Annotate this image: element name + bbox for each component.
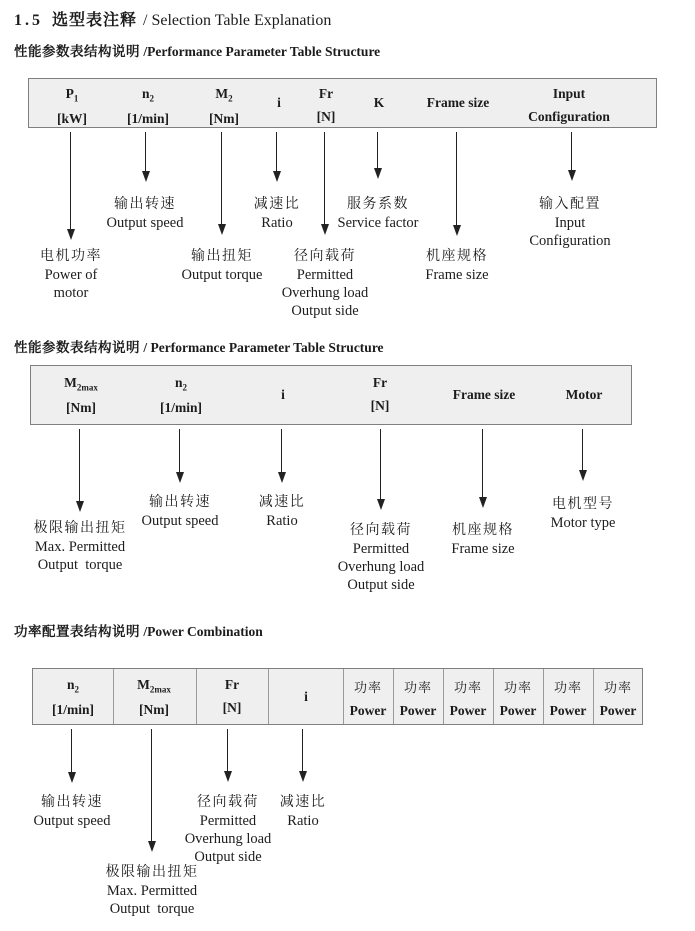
section3-heading-en: /Power Combination (143, 624, 263, 639)
callout-zh: 机座规格 (452, 523, 514, 538)
th-n2 (127, 86, 169, 127)
arrowhead-icon (579, 470, 587, 481)
callout-en: Ratio (287, 813, 319, 829)
th-i-symbol: i (304, 688, 308, 704)
th-k-symbol: K (373, 95, 385, 110)
callout-frame-size (451, 522, 514, 558)
arrowhead-icon (142, 171, 150, 182)
th-fr (223, 677, 242, 716)
arrow-m2 (217, 132, 226, 235)
callout-zh: 减速比 (258, 495, 306, 510)
th-i-symbol: i (281, 387, 285, 402)
th-power-zh: 功率 (453, 680, 483, 695)
column-divider (443, 669, 444, 724)
th-frame-size-label: Frame size (426, 95, 490, 110)
section2-heading-zh: 性能参数表结构说明 (14, 340, 140, 355)
callout-en: Overhung load (184, 831, 272, 847)
column-divider (393, 669, 394, 724)
callout-en: Output speed (106, 215, 184, 231)
callout-overhung-load (185, 794, 272, 866)
th-power-4 (500, 677, 537, 719)
callout-max-torque (34, 520, 127, 574)
arrowhead-icon (479, 497, 487, 508)
th-power-6 (600, 677, 637, 719)
callout-max-torque (106, 864, 199, 918)
callout-zh: 减速比 (253, 197, 301, 212)
th-n2 (52, 677, 94, 718)
th-power-zh: 功率 (403, 680, 433, 695)
th-fr-symbol: Fr (224, 677, 240, 692)
th-i (277, 95, 281, 111)
th-power-en: Power (549, 703, 587, 718)
section3-heading (14, 620, 263, 640)
section1-heading (14, 40, 380, 60)
callout-zh: 径向载荷 (293, 249, 356, 264)
th-motor-label: Motor (565, 387, 603, 402)
th-power-2 (400, 677, 437, 719)
callout-en: Input (554, 215, 586, 231)
callout-en: Output speed (33, 813, 111, 829)
callout-power-of-motor (40, 248, 102, 302)
callout-en: Frame size (425, 267, 489, 283)
callout-en: Output torque (109, 901, 195, 917)
callout-en: Overhung load (337, 559, 425, 575)
th-n2-symbol: n (141, 86, 150, 101)
performance-table-1 (28, 78, 657, 128)
callout-zh: 径向载荷 (196, 795, 259, 810)
callout-en: Motor type (550, 515, 616, 531)
th-power-en: Power (449, 703, 487, 718)
th-m2max-unit: [Nm] (66, 399, 96, 415)
section3-heading-zh: 功率配置表结构说明 (14, 624, 140, 639)
arrow-frame-size (478, 429, 487, 508)
th-m2-subscript: 2 (228, 93, 233, 104)
callout-zh: 输入配置 (538, 197, 601, 212)
callout-zh: 电机型号 (552, 497, 614, 512)
arrow-input-config (567, 132, 576, 181)
callout-frame-size (425, 248, 488, 284)
th-fr-unit: [N] (370, 398, 390, 413)
callout-en: Max. Permitted (34, 539, 126, 555)
arrow-k (373, 132, 382, 179)
arrow-m2max (147, 729, 156, 852)
th-input-config (528, 86, 610, 125)
th-power-en: Power (499, 703, 537, 718)
arrow-motor (578, 429, 587, 481)
callout-zh: 径向载荷 (349, 523, 412, 538)
arrowhead-icon (374, 168, 382, 179)
th-n2-unit: [1/min] (160, 399, 202, 415)
callout-en: Permitted (296, 267, 354, 283)
th-i-symbol: i (277, 95, 281, 110)
callout-ratio (259, 494, 306, 530)
callout-zh: 减速比 (279, 795, 327, 810)
th-k (374, 95, 385, 111)
callout-zh: 机座规格 (426, 249, 488, 264)
th-m2max-subscript: 2max (149, 684, 171, 695)
arrowhead-icon (453, 225, 461, 236)
callout-en: motor (53, 285, 89, 301)
th-p1-subscript: 1 (73, 93, 79, 104)
section1-heading-en: /Performance Parameter Table Structure (143, 44, 381, 59)
arrow-m2max (75, 429, 84, 512)
arrow-frame-size (452, 132, 461, 236)
arrow-n2 (67, 729, 76, 783)
th-fr-unit: [N] (222, 700, 242, 715)
callout-en: Output torque (37, 557, 123, 573)
callout-en: Permitted (352, 541, 410, 557)
th-p1 (57, 86, 87, 127)
callout-zh: 极限输出扭矩 (33, 521, 127, 536)
callout-en: Output side (194, 849, 262, 865)
th-m2-unit: [Nm] (209, 110, 239, 126)
arrowhead-icon (568, 170, 576, 181)
th-n2 (160, 375, 202, 416)
callout-output-speed (107, 196, 184, 232)
callout-input-config (529, 196, 610, 250)
callout-en: Output speed (141, 513, 219, 529)
th-n2-subscript: 2 (182, 382, 187, 393)
callout-zh: 服务系数 (346, 197, 409, 212)
th-n2-unit: [1/min] (127, 110, 169, 126)
th-fr (371, 375, 390, 414)
arrow-n2 (175, 429, 184, 483)
callout-en: Output side (291, 303, 359, 319)
arrowhead-icon (218, 224, 226, 235)
th-m2-symbol: M (215, 86, 229, 101)
section2-heading-en: / Performance Parameter Table Structure (143, 340, 384, 355)
callout-ratio (254, 196, 301, 232)
arrow-fr (320, 132, 329, 235)
callout-en: Ratio (266, 513, 298, 529)
arrow-i (272, 132, 281, 182)
page-title-en: / Selection Table Explanation (143, 12, 332, 29)
th-power-zh: 功率 (503, 680, 533, 695)
arrowhead-icon (224, 771, 232, 782)
callout-overhung-load (282, 248, 369, 320)
callout-en: Output torque (181, 267, 263, 283)
th-power-zh: 功率 (353, 680, 383, 695)
callout-output-speed (34, 794, 111, 830)
section2-heading (14, 336, 384, 356)
th-i (304, 689, 308, 705)
th-power-zh: 功率 (553, 680, 583, 695)
arrowhead-icon (76, 501, 84, 512)
arrowhead-icon (299, 771, 307, 782)
page-title-zh: 选型表注释 (52, 12, 138, 29)
callout-output-speed (142, 494, 219, 530)
th-m2max (137, 677, 171, 718)
arrow-fr (223, 729, 232, 782)
arrow-fr (376, 429, 385, 510)
arrowhead-icon (278, 472, 286, 483)
section-number: 1.5 (14, 12, 43, 29)
arrow-p1 (66, 132, 75, 240)
th-power-zh: 功率 (603, 680, 633, 695)
th-power-en: Power (599, 703, 637, 718)
arrowhead-icon (148, 841, 156, 852)
callout-overhung-load (338, 522, 425, 594)
th-m2max-symbol: M (137, 677, 150, 692)
callout-en: Permitted (199, 813, 257, 829)
arrow-i (298, 729, 307, 782)
power-combination-table (32, 668, 643, 725)
th-power-5 (550, 677, 587, 719)
callout-en: Frame size (451, 541, 515, 557)
callout-en: Overhung load (281, 285, 369, 301)
th-n2-symbol: n (66, 677, 75, 692)
th-fr-symbol: Fr (372, 375, 388, 390)
th-fr-symbol: Fr (318, 86, 334, 101)
column-divider (493, 669, 494, 724)
th-m2 (209, 86, 239, 127)
callout-output-torque (182, 248, 263, 284)
arrowhead-icon (67, 229, 75, 240)
callout-ratio (280, 794, 327, 830)
column-divider (113, 669, 114, 724)
th-input-line1: Input (552, 86, 586, 101)
callout-zh: 输出扭矩 (190, 249, 253, 264)
th-power-en: Power (399, 703, 437, 718)
th-p1-symbol: P (65, 86, 74, 101)
column-divider (268, 669, 269, 724)
callout-service-factor (338, 196, 419, 232)
section1-heading-zh: 性能参数表结构说明 (14, 44, 140, 59)
callout-en: Max. Permitted (106, 883, 198, 899)
arrowhead-icon (321, 224, 329, 235)
th-n2-subscript: 2 (149, 93, 154, 104)
callout-en: Power of (44, 267, 98, 283)
th-fr-unit: [N] (316, 109, 336, 124)
th-m2max (64, 375, 98, 416)
callout-en: Output side (347, 577, 415, 593)
arrow-i (277, 429, 286, 483)
arrowhead-icon (273, 171, 281, 182)
arrowhead-icon (68, 772, 76, 783)
th-m2max-symbol: M (64, 375, 77, 390)
th-motor (566, 387, 603, 403)
arrowhead-icon (377, 499, 385, 510)
th-frame-size (427, 95, 490, 111)
callout-zh: 输出转速 (40, 795, 103, 810)
th-m2max-unit: [Nm] (139, 701, 169, 717)
page-title (14, 7, 331, 30)
th-power-3 (450, 677, 487, 719)
th-m2max-subscript: 2max (76, 382, 98, 393)
arrowhead-icon (176, 472, 184, 483)
th-frame-size (453, 387, 516, 403)
th-frame-size-label: Frame size (452, 387, 516, 402)
callout-en: Service factor (337, 215, 419, 231)
th-n2-unit: [1/min] (52, 701, 94, 717)
column-divider (593, 669, 594, 724)
callout-motor-type (551, 496, 616, 532)
callout-zh: 输出转速 (148, 495, 211, 510)
th-power-en: Power (349, 703, 387, 718)
callout-en: Configuration (529, 233, 611, 249)
th-p1-unit: [kW] (57, 110, 87, 126)
th-power-1 (350, 677, 387, 719)
th-i (281, 387, 285, 403)
column-divider (343, 669, 344, 724)
th-input-line2: Configuration (528, 109, 610, 124)
callout-zh: 极限输出扭矩 (105, 865, 199, 880)
callout-zh: 电机功率 (40, 249, 102, 264)
th-fr (317, 86, 336, 125)
arrow-n2 (141, 132, 150, 182)
performance-table-2 (30, 365, 632, 425)
callout-en: Ratio (261, 215, 293, 231)
th-n2-subscript: 2 (74, 684, 79, 695)
callout-zh: 输出转速 (113, 197, 176, 212)
column-divider (543, 669, 544, 724)
th-n2-symbol: n (174, 375, 183, 390)
column-divider (196, 669, 197, 724)
